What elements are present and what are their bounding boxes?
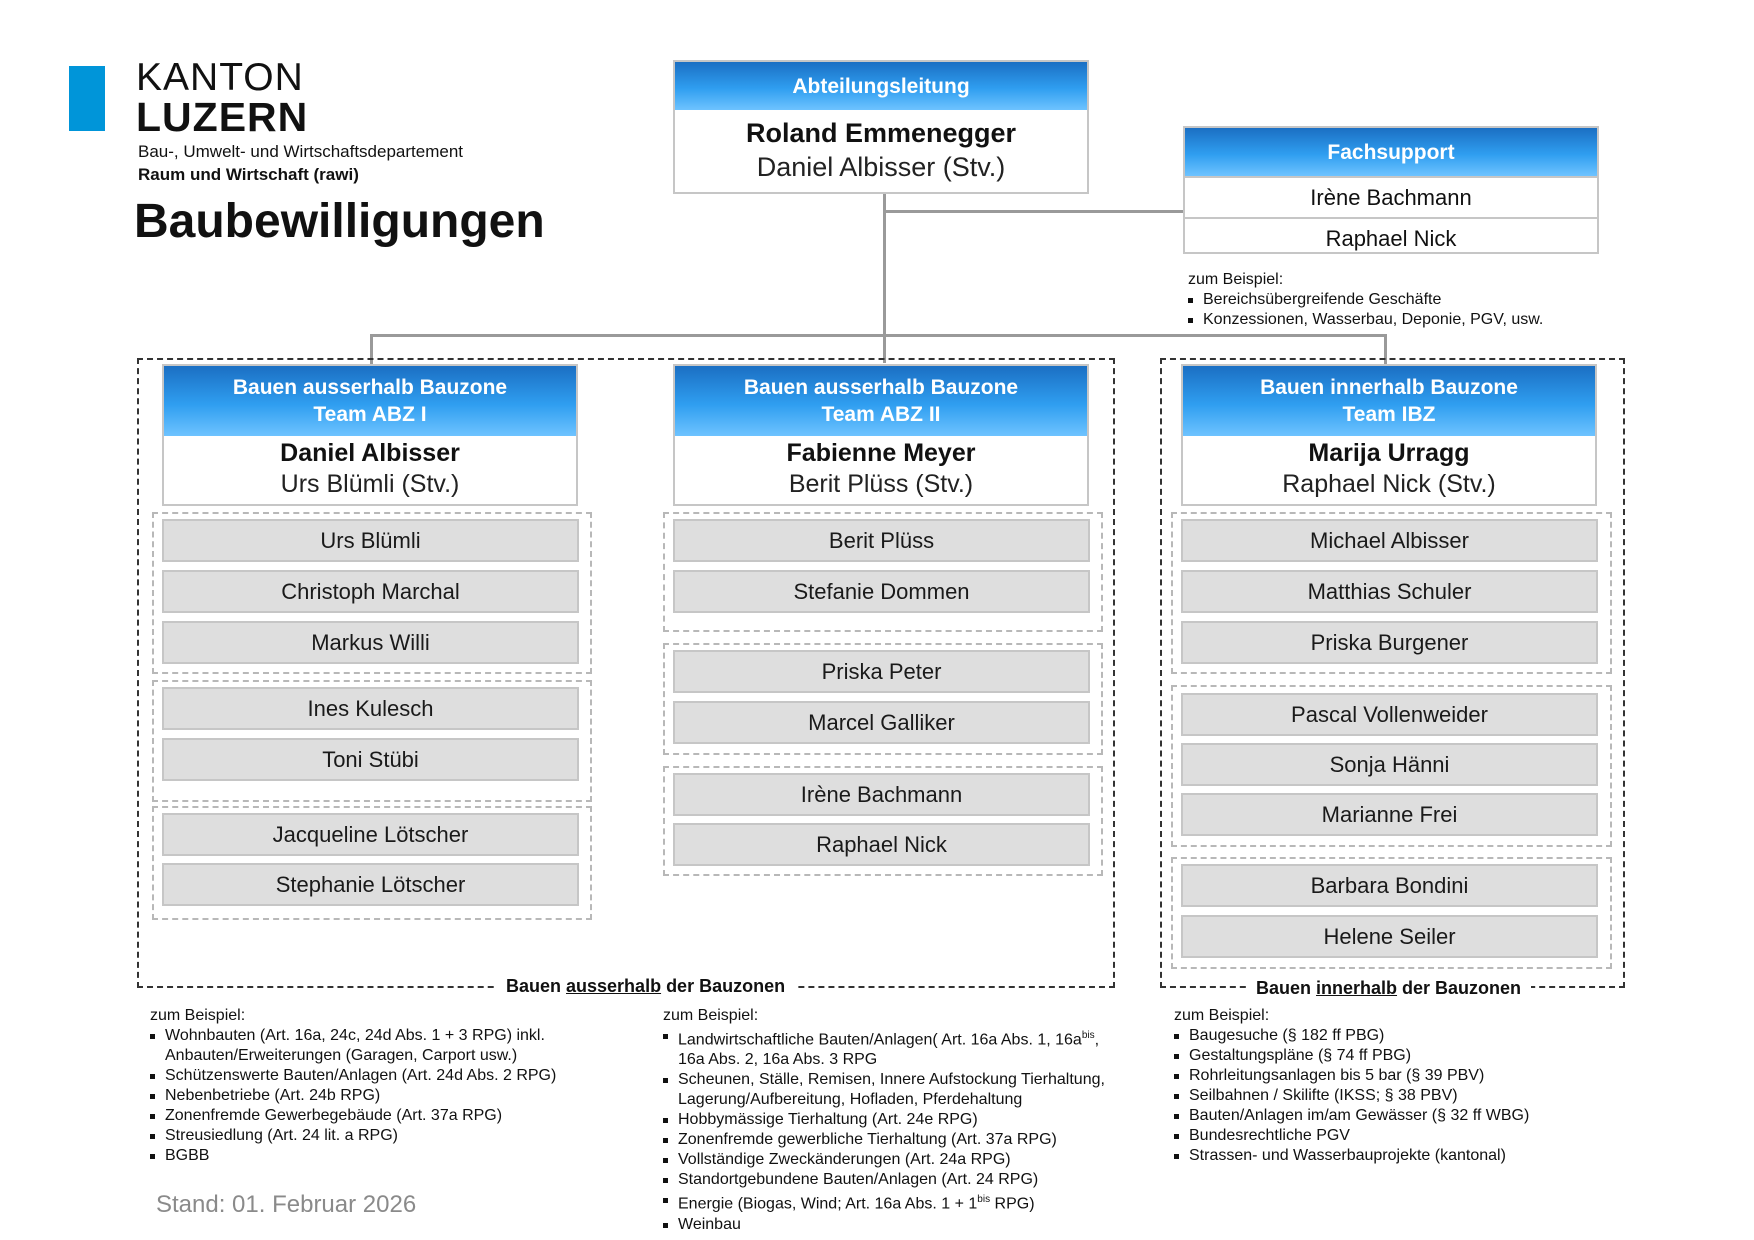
list-item: Konzessionen, Wasserbau, Deponie, PGV, usw. — [1188, 310, 1608, 330]
list-item: Hobbymässige Tierhaltung (Art. 24e RPG) — [663, 1110, 1125, 1130]
list-item: Zonenfremde gewerbliche Tierhaltung (Art. 37a RPG) — [663, 1130, 1125, 1150]
fachsupport-examples: zum Beispiel: Bereichsübergreifende Geschäfte Konzessionen, Wasserbau, Deponie, PGV, usw. — [1188, 270, 1608, 330]
team-abz2-lead: Fabienne Meyer — [786, 439, 976, 467]
team-member: Jacqueline Lötscher — [162, 813, 579, 856]
team-member: Markus Willi — [162, 621, 579, 664]
list-item: Scheunen, Ställe, Remisen, Innere Aufstockung Tierhaltung, Lagerung/Aufbereitung, Hofladen, Pferdehaltung — [663, 1070, 1125, 1110]
connector-fachsupport — [883, 210, 1186, 213]
team-member: Marcel Galliker — [673, 701, 1090, 744]
fachsupport-box — [1183, 126, 1599, 254]
list-item: Wohnbauten (Art. 16a, 24c, 24d Abs. 1 + 3 RPG) inkl. Anbauten/Erweiterungen (Garagen, Carport usw.) — [150, 1026, 570, 1066]
list-item: Bauten/Anlagen im/am Gewässer (§ 32 ff WBG) — [1174, 1106, 1614, 1126]
list-item: BGBB — [150, 1146, 570, 1166]
list-item: Landwirtschaftliche Bauten/Anlagen( Art. 16a Abs. 1, $16a^{bis}$, 16a Abs. 2, 16a Abs. 3 RPG — [663, 1026, 1125, 1070]
team-member: Raphael Nick — [673, 823, 1090, 866]
list-item: Bereichsübergreifende Geschäfte — [1188, 290, 1608, 310]
team-member: Priska Peter — [673, 650, 1090, 693]
examples-ibz: zum Beispiel: Baugesuche (§ 182 ff PBG) Gestaltungspläne (§ 74 ff PBG) Rohrleitungsanlagen bis 5 bar (§ 39 PBV) Seilbahnen / Skilifte (IKSS; § 38 PBV) Bauten/Anlagen im/am Gewässer (§ 32 ff WBG) Bundesrechtliche PGV Strassen- und Wasserbauprojekte (kantonal) — [1174, 1006, 1614, 1166]
team-member: Michael Albisser — [1181, 519, 1598, 562]
fachsupport-member: Irène Bachmann — [1185, 176, 1597, 217]
team-member: Urs Blümli — [162, 519, 579, 562]
team-member: Sonja Hänni — [1181, 743, 1598, 786]
team-member: Stefanie Dommen — [673, 570, 1090, 613]
list-item: Standortgebundene Bauten/Anlagen (Art. 24 RPG) — [663, 1170, 1125, 1190]
stand-date: Stand: 01. Februar 2026 — [156, 1191, 417, 1218]
list-item: Seilbahnen / Skilifte (IKSS; § 38 PBV) — [1174, 1086, 1614, 1106]
examples-abz2: zum Beispiel: Landwirtschaftliche Bauten/Anlagen( Art. 16a Abs. 1, $16a^{bis}$, 16a Abs. 2, 16a Abs. 3 RPG Scheunen, Ställe, Remisen, Innere Aufstockung Tierhaltung, Lagerung/Aufbereitung, Hofladen, Pferdehaltung Hobbymässige Tierhaltung (Art. 24e RPG) Zonenfremde gewerbliche Tierhaltung (Art. 37a RPG) Vollständige Zweckänderungen (Art. 24a RPG) Standortgebundene Bauten/Anlagen (Art. 24 RPG) Energie (Biogas, Wind; Art. 16a Abs. $1 + 1^{bis}$ RPG) Weinbau — [663, 1006, 1125, 1235]
list-item: Rohrleitungsanlagen bis 5 bar (§ 39 PBV) — [1174, 1066, 1614, 1086]
list-item: Strassen- und Wasserbauprojekte (kantonal) — [1174, 1146, 1614, 1166]
list-item: Vollständige Zweckänderungen (Art. 24a RPG) — [663, 1150, 1125, 1170]
leadership-deputy: Daniel Albisser (Stv.) — [756, 152, 1006, 182]
team-ibz-box — [1181, 364, 1597, 506]
fachsupport-header: Fachsupport — [1185, 128, 1597, 176]
team-member: Barbara Bondini — [1181, 864, 1598, 907]
division-name: Raum und Wirtschaft (rawi) — [138, 165, 359, 184]
team-abz1-deputy: Urs Blümli (Stv.) — [280, 470, 460, 498]
team-member: Marianne Frei — [1181, 793, 1598, 836]
team-member: Helene Seiler — [1181, 915, 1598, 958]
page-title: Baubewilligungen — [134, 195, 545, 248]
team-member: Irène Bachmann — [673, 773, 1090, 816]
team-abz1-lead: Daniel Albisser — [280, 439, 460, 467]
team-member: Toni Stübi — [162, 738, 579, 781]
list-item: Baugesuche (§ 182 ff PBG) — [1174, 1026, 1614, 1046]
team-member: Priska Burgener — [1181, 621, 1598, 664]
team-abz2-header: Bauen ausserhalb Bauzone Team ABZ II — [675, 366, 1087, 436]
team-member: Matthias Schuler — [1181, 570, 1598, 613]
outside-caption: Bauen ausserhalb der Bauzonen — [496, 976, 795, 997]
inside-caption: Bauen innerhalb der Bauzonen — [1246, 978, 1531, 999]
leadership-head: Roland Emmenegger — [745, 118, 1017, 148]
connector-main-vertical — [883, 193, 886, 363]
team-abz1-header: Bauen ausserhalb Bauzone Team ABZ I — [164, 366, 576, 436]
team-member: Berit Plüss — [673, 519, 1090, 562]
list-item: Weinbau — [663, 1215, 1125, 1235]
list-item: Gestaltungspläne (§ 74 ff PBG) — [1174, 1046, 1614, 1066]
list-item: Bundesrechtliche PGV — [1174, 1126, 1614, 1146]
team-member: Ines Kulesch — [162, 687, 579, 730]
leadership-header: Abteilungsleitung — [675, 62, 1087, 110]
team-member: Pascal Vollenweider — [1181, 693, 1598, 736]
team-member: Christoph Marchal — [162, 570, 579, 613]
examples-abz1: zum Beispiel: Wohnbauten (Art. 16a, 24c, 24d Abs. 1 + 3 RPG) inkl. Anbauten/Erweiterungen (Garagen, Carport usw.) Schützenswerte Bauten/Anlagen (Art. 24d Abs. 2 RPG) Nebenbetriebe (Art. 24b RPG) Zonenfremde Gewerbegebäude (Art. 37a RPG) Streusiedlung (Art. 24 lit. a RPG) BGBB — [150, 1006, 570, 1166]
list-item: Zonenfremde Gewerbegebäude (Art. 37a RPG) — [150, 1106, 570, 1126]
list-item: Nebenbetriebe (Art. 24b RPG) — [150, 1086, 570, 1106]
logo-bar — [69, 66, 105, 131]
logo-kanton: KANTON — [136, 56, 304, 99]
team-ibz-lead: Marija Urragg — [1308, 439, 1470, 467]
team-ibz-deputy: Raphael Nick (Stv.) — [1282, 470, 1496, 498]
team-abz2-deputy: Berit Plüss (Stv.) — [788, 470, 974, 498]
list-item: Schützenswerte Bauten/Anlagen (Art. 24d Abs. 2 RPG) — [150, 1066, 570, 1086]
logo-luzern: LUZERN — [136, 94, 309, 140]
list-item: Energie (Biogas, Wind; Art. 16a Abs. $1 + 1^{bis}$ RPG) — [663, 1190, 1125, 1214]
team-ibz-header: Bauen innerhalb Bauzone Team IBZ — [1183, 366, 1595, 436]
team-member: Stephanie Lötscher — [162, 863, 579, 906]
list-item: Streusiedlung (Art. 24 lit. a RPG) — [150, 1126, 570, 1146]
team-abz1-box — [162, 364, 578, 506]
connector-horizontal — [370, 334, 1387, 337]
team-abz2-box — [673, 364, 1089, 506]
fachsupport-member: Raphael Nick — [1185, 217, 1597, 258]
leadership-box — [673, 60, 1089, 194]
department-name: Bau-, Umwelt- und Wirtschaftsdepartement — [138, 142, 464, 161]
